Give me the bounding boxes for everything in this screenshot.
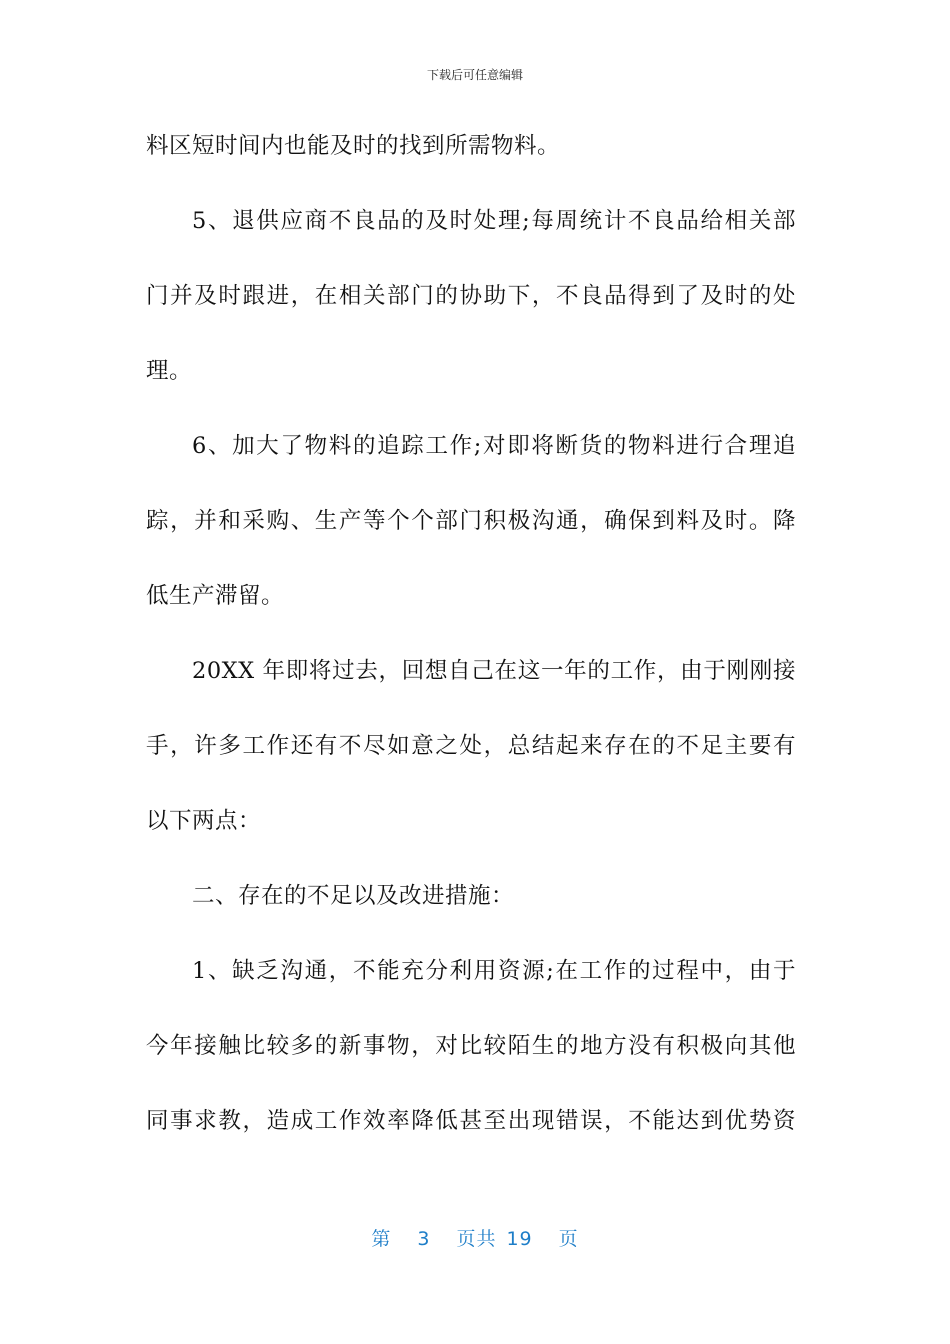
paragraph-line: 以下两点： xyxy=(146,808,262,834)
paragraph-line: 踪，并和采购、生产等个个部门积极沟通，确保到料及时。降 xyxy=(146,508,796,534)
footer-suffix: 页 xyxy=(558,1228,579,1250)
paragraph-line: 门并及时跟进，在相关部门的协助下，不良品得到了及时的处 xyxy=(146,283,796,309)
header-note: 下载后可任意编辑 xyxy=(426,68,523,82)
total-page-count: 19 xyxy=(506,1228,533,1250)
paragraph-line: 手，许多工作还有不尽如意之处，总结起来存在的不足主要有 xyxy=(146,733,796,759)
footer-prefix: 第 xyxy=(371,1228,392,1250)
paragraph-line: 20XX 年即将过去，回想自己在这一年的工作，由于刚刚接 xyxy=(192,658,796,684)
paragraph-line: 1、缺乏沟通，不能充分利用资源;在工作的过程中，由于 xyxy=(192,958,796,984)
paragraph-line: 理。 xyxy=(146,358,193,384)
page-footer xyxy=(0,1224,950,1251)
paragraph-line: 今年接触比较多的新事物，对比较陌生的地方没有积极向其他 xyxy=(146,1033,796,1059)
current-page-number: 3 xyxy=(417,1228,431,1250)
document-body xyxy=(146,124,796,1174)
paragraph-line: 同事求教，造成工作效率降低甚至出现错误，不能达到优势资 xyxy=(146,1108,796,1134)
paragraph-line: 5、退供应商不良品的及时处理;每周统计不良品给相关部 xyxy=(192,208,796,234)
paragraph-line: 料区短时间内也能及时的找到所需物料。 xyxy=(146,133,561,159)
paragraph-line: 6、加大了物料的追踪工作;对即将断货的物料进行合理追 xyxy=(192,433,796,459)
section-heading: 二、存在的不足以及改进措施： xyxy=(192,883,515,909)
paragraph-line: 低生产滞留。 xyxy=(146,583,285,609)
footer-middle: 页共 xyxy=(456,1228,497,1250)
